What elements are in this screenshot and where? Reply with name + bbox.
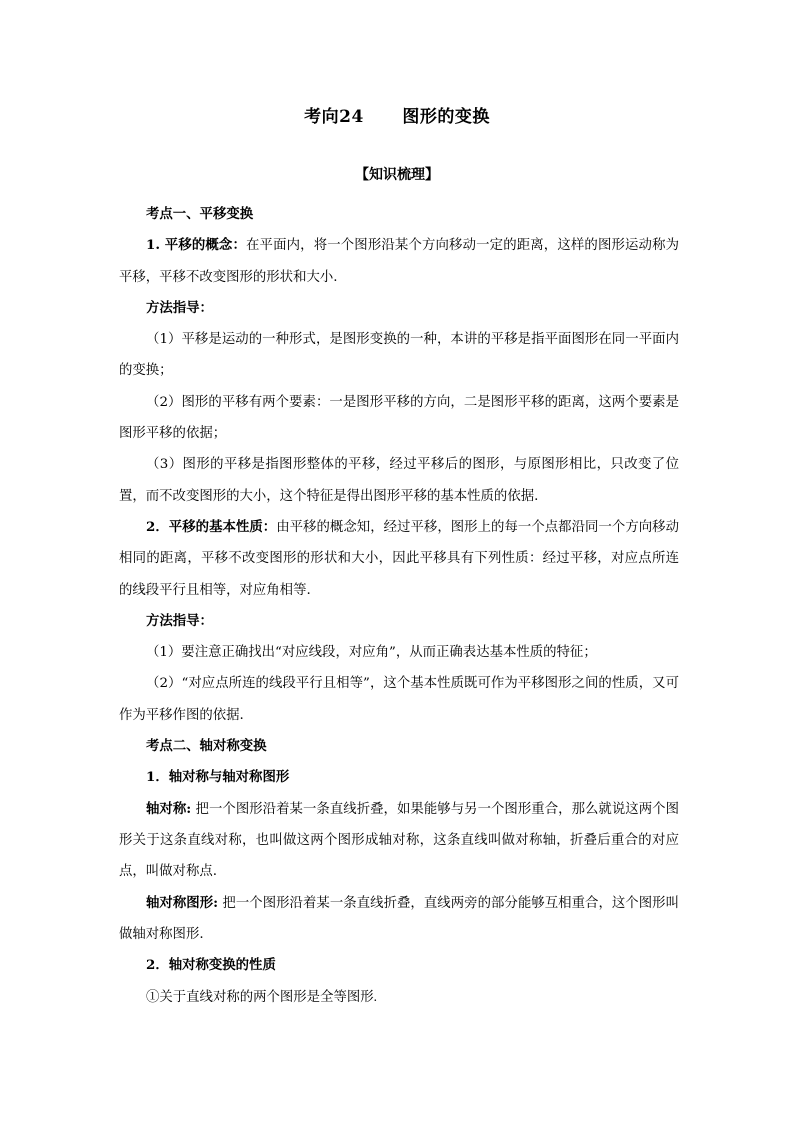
kaodian1-heading: 考点一、平移变换 [146, 206, 254, 222]
paragraph-translation-concept [119, 230, 679, 293]
kaodian2-heading: 考点二、轴对称变换 [146, 738, 267, 755]
paragraph-text: 把一个图形沿着某一条直线折叠，直线两旁的部分能够互相重合，这个图形叫做轴对称图形. [119, 895, 679, 942]
method-guide-item: （2）图形的平移有两个要素：一是图形平移的方向，二是图形平移的距离，这两个要素是图形平移的依据； [119, 394, 679, 442]
paragraph-axis-symmetric-figure [119, 888, 679, 951]
document-title: 考向24 图形的变换 [304, 107, 490, 127]
method-guide-heading: 方法指导： [146, 299, 213, 316]
paragraph-lead: 1. 平移的概念： [146, 237, 247, 254]
paragraph-translation-properties [119, 512, 679, 606]
method-guide-heading: 方法指导： [146, 612, 213, 629]
paragraph-lead: 轴对称: [146, 800, 192, 817]
method-guide-item: （1）要注意正确找出“对应线段，对应角”，从而正确表达基本性质的特征； [146, 645, 597, 661]
document-body [119, 199, 679, 1013]
subsection-heading: 1．轴对称与轴对称图形 [146, 769, 290, 786]
paragraph-text: 由平移的概念知，经过平移，图形上的每一个点都沿同一个方向移动相同的距离，平移不改变图形的形状和大小，因此平移具有下列性质：经过平移，对应点所连的线段平行且相等，对应角相等. [119, 519, 679, 598]
method-guide-item: （3）图形的平移是指图形整体的平移，经过平移后的图形，与原图形相比，只改变了位置，而不改变图形的大小，这个特征是得出图形平移的基本性质的依据. [119, 457, 679, 504]
section-title: 【知识梳理】 [355, 167, 439, 183]
paragraph-lead: 轴对称图形: [146, 894, 219, 911]
method-guide-item: （1）平移是运动的一种形式，是图形变换的一种，本讲的平移是指平面图形在同一平面内的变换； [119, 332, 679, 379]
paragraph-text: 在平面内，将一个图形沿某个方向移动一定的距离，这样的图形运动称为平移，平移不改变图形的形状和大小. [119, 238, 680, 285]
method-guide-item: （2）“对应点所连的线段平行且相等”，这个基本性质既可作为平移图形之间的性质，又可作为平移作图的依据. [119, 676, 679, 723]
paragraph-text: 把一个图形沿着某一条直线折叠，如果能够与另一个图形重合，那么就说这两个图形关于这条直线对称，也叫做这两个图形成轴对称，这条直线叫做对称轴，折叠后重合的对应点，叫做对称点. [119, 801, 679, 880]
paragraph-lead: 2．平移的基本性质： [146, 518, 277, 535]
subsection-heading: 2．轴对称变换的性质 [146, 957, 276, 974]
property-item: ①关于直线对称的两个图形是全等图形. [146, 989, 377, 1005]
paragraph-axis-symmetry [119, 794, 679, 888]
